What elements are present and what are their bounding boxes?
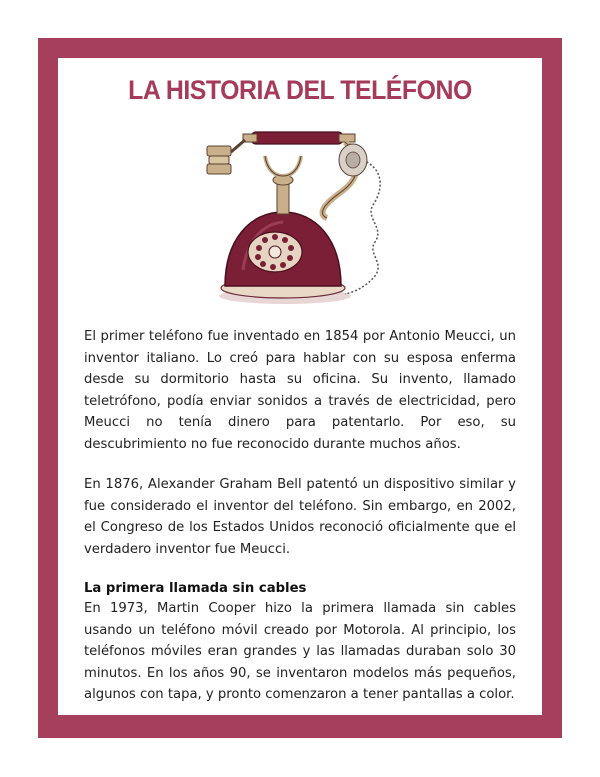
intro-paragraph: El primer teléfono fue inventado en 1854 por Antonio Meucci, un inventor italiano. Lo creó para hablar con su esposa enferma desde su dormitorio hasta su oficina. Su invento, llamado teletrófono, podía enviar sonidos a través de electricidad, pero Meucci no tenía dinero para patentarlo. Por eso, su descubrimiento no fue reconocido durante muchos años.: [84, 329, 516, 452]
section-heading: La primera llamada sin cables: [84, 581, 307, 596]
phone-neck: [277, 182, 289, 214]
vintage-telephone-illustration: [195, 120, 405, 310]
handset: [251, 132, 343, 144]
bell-paragraph: En 1876, Alexander Graham Bell patentó un dispositivo similar y fue considerado el inventor del teléfono. Sin embargo, en 2002, el Congreso de los Estados Unidos reconoció oficialmente que el verdadero inventor fue Meucci.: [84, 477, 516, 557]
page-title: LA HISTORIA DEL TELÉFONO: [128, 75, 472, 105]
section-paragraph: En 1973, Martin Cooper hizo la primera llamada sin cables usando un teléfono móvil creado por Motorola. Al principio, los teléfonos móviles eran grandes y las llamadas duraban solo 30 minutos. En los años 90, se inventaron modelos más pequeños, algunos con tapa, y pronto comenzaron a tener pantallas a color.: [84, 601, 516, 702]
earpiece: [207, 146, 231, 156]
